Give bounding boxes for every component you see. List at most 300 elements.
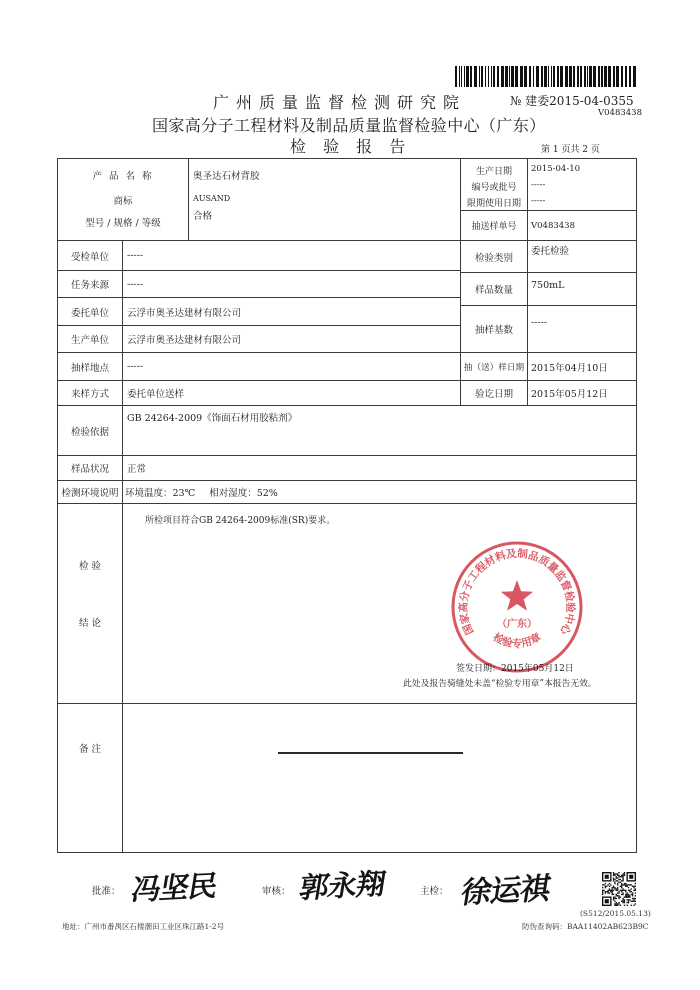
qr-module — [617, 880, 618, 881]
inspection-type-value: 委托检验 — [531, 246, 570, 257]
barcode-bar — [601, 66, 603, 87]
basis-label: 检验依据 — [70, 426, 109, 438]
qr-module — [605, 891, 606, 892]
barcode-bar — [560, 66, 563, 87]
sampling-base-label-cell — [460, 305, 528, 353]
barcode-bar — [544, 66, 547, 87]
basis-value-cell — [122, 405, 637, 456]
barcode-bar — [593, 66, 596, 87]
stamp-ring-textpath: 国家高分子工程材料及制品质量监督检验中心 — [457, 547, 577, 637]
sampling-location-label-cell — [57, 352, 123, 381]
qr-module — [621, 884, 622, 885]
qr-module — [626, 896, 627, 897]
qr-module — [622, 879, 623, 880]
qr-module — [618, 872, 619, 873]
qr-module — [621, 883, 622, 884]
inspected-unit-label: 受检单位 — [70, 251, 109, 263]
stamp-ring — [453, 543, 581, 671]
sample-number-label-cell — [460, 210, 528, 241]
remarks-label: 备 注 — [78, 744, 102, 755]
client-unit-label-cell — [57, 297, 123, 326]
qr-module — [621, 894, 622, 895]
barcode-bar — [461, 66, 462, 87]
qr-module — [617, 887, 618, 888]
delivery-method-value-cell — [122, 380, 461, 406]
qr-module — [628, 887, 629, 888]
barcode-bar — [589, 66, 592, 87]
barcode-bar — [551, 66, 552, 87]
qr-module — [616, 894, 617, 895]
qr-module — [622, 877, 623, 878]
qr-finder-core — [605, 875, 609, 879]
qr-module — [632, 895, 633, 896]
qr-module — [614, 875, 615, 876]
sampling-location-label: 抽样地点 — [70, 362, 109, 374]
qr-module — [631, 894, 632, 895]
qr-module — [614, 896, 615, 897]
qr-module — [602, 892, 603, 893]
sample-quantity-value: 750mL — [531, 280, 565, 291]
barcode-bar — [459, 66, 460, 87]
review-signature: 郭永翔 — [297, 866, 388, 905]
client-unit-value-cell — [122, 297, 461, 326]
qr-module — [620, 896, 621, 897]
qr-module — [621, 876, 622, 877]
barcode-bar — [485, 66, 486, 87]
center-name: 国家高分子工程材料及制品质量监督检验中心（广东） — [152, 116, 546, 135]
barcode-bar — [613, 66, 615, 87]
qr-module — [633, 890, 634, 891]
qr-module — [613, 873, 614, 874]
environment-temperature: 环境温度：23℃ — [125, 488, 196, 499]
inspected-unit-value: ----- — [127, 250, 144, 261]
qr-module — [614, 873, 615, 874]
barcode-bar — [573, 66, 575, 87]
qr-module — [612, 894, 613, 895]
qr-module — [626, 899, 627, 900]
qr-module — [617, 877, 618, 878]
barcode-bar — [580, 66, 582, 87]
qr-module — [612, 888, 613, 889]
qr-module — [621, 891, 622, 892]
barcode-bar — [470, 66, 472, 87]
qr-module — [620, 905, 621, 906]
sample-number-value-cell — [527, 210, 637, 241]
qr-module — [633, 899, 634, 900]
qr-module — [617, 883, 618, 884]
qr-module — [618, 903, 619, 904]
barcode-bar — [553, 66, 555, 87]
stamp-bottom-textpath: 检验专用章 — [490, 631, 544, 651]
qr-module — [616, 873, 617, 874]
condition-label: 样品状况 — [70, 464, 109, 475]
issue-date: 签发日期：2015年05月12日 — [456, 664, 574, 674]
qr-module — [617, 892, 618, 893]
inspected-unit-label-cell — [57, 240, 123, 271]
sample-quantity-label: 样品数量 — [474, 285, 513, 296]
qr-module — [628, 894, 629, 895]
sampling-date-value-cell — [527, 352, 637, 381]
qr-module — [613, 887, 614, 888]
sampling-date-value: 2015年04月10日 — [531, 362, 608, 374]
qr-module — [606, 886, 607, 887]
barcode-bar — [466, 66, 469, 87]
condition-value: 正常 — [127, 464, 147, 475]
qr-module — [602, 884, 603, 885]
inspect-signature: 徐运祺 — [458, 871, 553, 911]
qr-module — [626, 886, 627, 887]
qr-module — [628, 901, 629, 902]
barcode-bar — [474, 66, 477, 87]
remarks-end-line — [278, 752, 463, 754]
barcode-bar — [481, 66, 483, 87]
product-value-cell — [188, 158, 461, 241]
qr-module — [633, 887, 634, 888]
qr-module — [632, 886, 633, 887]
environment-value-cell — [122, 480, 637, 504]
sampling-date-label: 抽（送）样日期 — [463, 362, 525, 373]
page-info: 第 1 页共 2 页 — [541, 145, 600, 155]
qr-module — [628, 899, 629, 900]
inspection-type-value-cell — [527, 240, 637, 273]
qr-module — [613, 877, 614, 878]
product-name-label: 产 品 名 称 — [92, 171, 154, 182]
barcode-bar — [565, 66, 568, 87]
qr-module — [605, 892, 606, 893]
qr-module — [617, 890, 618, 891]
barcode-bar — [488, 66, 489, 87]
task-source-value: ----- — [127, 278, 144, 290]
qr-module — [613, 894, 614, 895]
model-value: 合格 — [193, 211, 213, 222]
qr-module — [635, 903, 636, 904]
qr-module — [629, 896, 630, 897]
manufacturer-label-cell — [57, 325, 123, 353]
barcode-bar — [529, 66, 531, 87]
barcode-bar — [629, 66, 631, 87]
qr-module — [613, 875, 614, 876]
brand-label: 商标 — [113, 196, 133, 207]
sample-quantity-value-cell — [527, 272, 637, 306]
qr-module — [635, 883, 636, 884]
sampling-date-label-cell — [460, 352, 528, 381]
barcode-bar — [608, 66, 611, 87]
qr-module — [622, 892, 623, 893]
qr-code-icon — [602, 872, 636, 906]
qr-module — [622, 901, 623, 902]
qr-module — [614, 888, 615, 889]
qr-finder-core — [629, 875, 633, 879]
qr-module — [625, 896, 626, 897]
qr-module — [610, 884, 611, 885]
qr-module — [626, 894, 627, 895]
barcode-bar — [509, 66, 510, 87]
model-label: 型号 / 规格 / 等级 — [85, 218, 161, 229]
qr-module — [631, 888, 632, 889]
qr-module — [603, 884, 604, 885]
qr-module — [613, 872, 614, 873]
qr-module — [631, 901, 632, 902]
production-date-label: 生产日期 — [475, 167, 512, 177]
qr-module — [618, 902, 619, 903]
qr-module — [618, 898, 619, 899]
qr-module — [635, 890, 636, 891]
task-source-label-cell — [57, 270, 123, 298]
qr-module — [622, 888, 623, 889]
expiry-date-label: 限期使用日期 — [466, 199, 521, 209]
manufacturer-value-cell — [122, 325, 461, 353]
qr-module — [626, 902, 627, 903]
environment-label: 检测环境说明 — [61, 488, 119, 499]
qr-module — [626, 895, 627, 896]
qr-module — [631, 891, 632, 892]
qr-module — [613, 898, 614, 899]
institute-name: 广州质量监督检测研究院 — [213, 93, 467, 112]
qr-module — [618, 879, 619, 880]
qr-module — [617, 903, 618, 904]
qr-module — [602, 894, 603, 895]
remarks-label-cell — [57, 703, 123, 853]
qr-module — [617, 895, 618, 896]
report-number: № 建委2015-04-0355 — [510, 94, 634, 108]
qr-module — [624, 883, 625, 884]
manufacturer-label: 生产单位 — [70, 335, 109, 346]
qr-module — [625, 886, 626, 887]
qr-module — [628, 896, 629, 897]
qr-module — [621, 890, 622, 891]
qr-module — [618, 875, 619, 876]
qr-module — [607, 884, 608, 885]
qr-module — [625, 891, 626, 892]
sampling-base-value: ----- — [531, 317, 548, 328]
expiry-date-value: ----- — [531, 196, 546, 206]
qr-module — [622, 880, 623, 881]
document-title: 检 验 报 告 — [290, 137, 412, 156]
qr-module — [614, 887, 615, 888]
basis-value: GB 24264-2009《饰面石材用胶粘剂》 — [127, 413, 298, 424]
qr-module — [628, 890, 629, 891]
qr-module — [624, 875, 625, 876]
qr-module — [632, 898, 633, 899]
qr-module — [613, 899, 614, 900]
qr-module — [616, 903, 617, 904]
completion-date-label: 验讫日期 — [474, 389, 513, 400]
remarks-value-cell — [122, 703, 637, 853]
qr-module — [602, 890, 603, 891]
qr-module — [613, 890, 614, 891]
qr-module — [620, 876, 621, 877]
address: 地址：广州市番禺区石楼潮田工业区珠江路1-2号 — [62, 922, 225, 931]
qr-module — [624, 890, 625, 891]
qr-module — [602, 891, 603, 892]
manufacturer-value: 云浮市奥圣达建材有限公司 — [127, 335, 242, 346]
qr-finder-core — [605, 899, 609, 903]
completion-date-label-cell — [460, 380, 528, 406]
inspection-type-label: 检验类别 — [474, 252, 513, 264]
qr-module — [622, 875, 623, 876]
sample-code: V0483438 — [598, 108, 642, 118]
form-code: (S512/2015.05.13) — [580, 909, 651, 918]
qr-module — [626, 892, 627, 893]
conclusion-label-line2: 结 论 — [78, 618, 102, 629]
qr-module — [622, 902, 623, 903]
dates-label-cell — [460, 158, 528, 211]
qr-module — [632, 901, 633, 902]
qr-module — [617, 884, 618, 885]
qr-module — [603, 890, 604, 891]
qr-module — [616, 876, 617, 877]
client-unit-label: 委托单位 — [70, 307, 109, 319]
inspect-label: 主检： — [420, 886, 449, 897]
review-label: 审核： — [262, 886, 291, 897]
barcode-bar — [577, 66, 579, 87]
qr-module — [624, 872, 625, 873]
qr-module — [605, 887, 606, 888]
qr-module — [616, 905, 617, 906]
qr-module — [622, 894, 623, 895]
qr-module — [629, 884, 630, 885]
sampling-base-value-cell — [527, 305, 637, 353]
qr-module — [620, 882, 621, 883]
qr-module — [613, 886, 614, 887]
barcode-bar — [493, 66, 495, 87]
qr-module — [609, 883, 610, 884]
qr-module — [616, 888, 617, 889]
qr-module — [612, 890, 613, 891]
qr-module — [610, 891, 611, 892]
qr-module — [628, 884, 629, 885]
qr-module — [617, 875, 618, 876]
qr-module — [626, 884, 627, 885]
qr-module — [614, 883, 615, 884]
sample-number-value: V0483438 — [531, 220, 575, 231]
qr-module — [614, 903, 615, 904]
task-source-label: 任务来源 — [70, 280, 109, 291]
qr-module — [613, 896, 614, 897]
qr-module — [625, 895, 626, 896]
barcode-bar — [625, 66, 627, 87]
barcode-bar — [455, 66, 457, 87]
barcode-bar — [541, 66, 543, 87]
barcode-bar — [548, 66, 549, 87]
qr-module — [618, 896, 619, 897]
barcode-bar — [520, 66, 523, 87]
qr-module — [620, 886, 621, 887]
conclusion-text: 所检项目符合GB 24264-2009标准(SR)要求。 — [145, 516, 336, 526]
qr-module — [635, 892, 636, 893]
qr-module — [602, 887, 603, 888]
qr-module — [609, 890, 610, 891]
qr-module — [624, 901, 625, 902]
qr-module — [622, 876, 623, 877]
qr-module — [605, 883, 606, 884]
barcode-bar — [511, 66, 514, 87]
stamp-star-icon — [501, 580, 533, 611]
dates-value-cell — [527, 158, 637, 211]
basis-label-cell — [57, 405, 123, 456]
qr-module — [618, 892, 619, 893]
delivery-method-label: 来样方式 — [70, 389, 109, 400]
qr-module — [617, 905, 618, 906]
completion-date-value: 2015年05月12日 — [531, 389, 608, 400]
qr-module — [612, 887, 613, 888]
barcode-bar — [569, 66, 572, 87]
inspection-seal-stamp — [447, 537, 587, 677]
qr-module — [616, 895, 617, 896]
completion-date-value-cell — [527, 380, 637, 406]
qr-module — [624, 884, 625, 885]
approve-signature: 冯坚民 — [129, 868, 220, 907]
qr-module — [621, 886, 622, 887]
barcode-bar — [598, 66, 600, 87]
conclusion-label-line1: 检 验 — [78, 561, 102, 572]
inspected-unit-value-cell — [122, 240, 461, 271]
qr-module — [633, 886, 634, 887]
inspection-type-label-cell — [460, 240, 528, 273]
product-label-cell — [57, 158, 189, 241]
qr-module — [632, 892, 633, 893]
client-unit-value: 云浮市奥圣达建材有限公司 — [127, 307, 242, 319]
qr-module — [621, 887, 622, 888]
anti-fake-code: 防伪查询码：BAA11402AB623B9C — [522, 922, 649, 931]
qr-module — [613, 879, 614, 880]
barcode-bar — [621, 66, 623, 87]
qr-module — [624, 899, 625, 900]
barcode-bar — [479, 66, 480, 87]
barcode-bar — [587, 66, 588, 87]
delivery-method-label-cell — [57, 380, 123, 406]
qr-module — [624, 873, 625, 874]
qr-module — [624, 896, 625, 897]
qr-module — [633, 898, 634, 899]
qr-module — [620, 890, 621, 891]
approve-label: 批准： — [92, 886, 121, 897]
sampling-location-value: ----- — [127, 361, 144, 372]
qr-module — [624, 905, 625, 906]
qr-module — [625, 884, 626, 885]
qr-module — [616, 902, 617, 903]
qr-module — [620, 879, 621, 880]
condition-label-cell — [57, 455, 123, 481]
sample-quantity-label-cell — [460, 272, 528, 306]
sampling-location-value-cell — [122, 352, 461, 381]
qr-module — [610, 890, 611, 891]
task-source-value-cell — [122, 270, 461, 298]
qr-module — [635, 888, 636, 889]
qr-module — [628, 902, 629, 903]
sample-number-label: 抽送样单号 — [471, 222, 517, 232]
qr-module — [609, 892, 610, 893]
environment-label-cell — [57, 480, 123, 504]
qr-module — [616, 898, 617, 899]
qr-module — [626, 905, 627, 906]
production-date-value: 2015-04-10 — [531, 164, 581, 174]
qr-module — [631, 905, 632, 906]
qr-module — [629, 890, 630, 891]
qr-module — [617, 873, 618, 874]
batch-number-value: ----- — [531, 180, 546, 190]
barcode-bar — [497, 66, 499, 87]
qr-module — [609, 888, 610, 889]
qr-module — [629, 895, 630, 896]
qr-module — [622, 884, 623, 885]
stamp-middle-text: （广东） — [497, 619, 537, 630]
qr-module — [614, 905, 615, 906]
qr-module — [607, 891, 608, 892]
qr-module — [614, 879, 615, 880]
qr-module — [617, 888, 618, 889]
qr-module — [621, 875, 622, 876]
